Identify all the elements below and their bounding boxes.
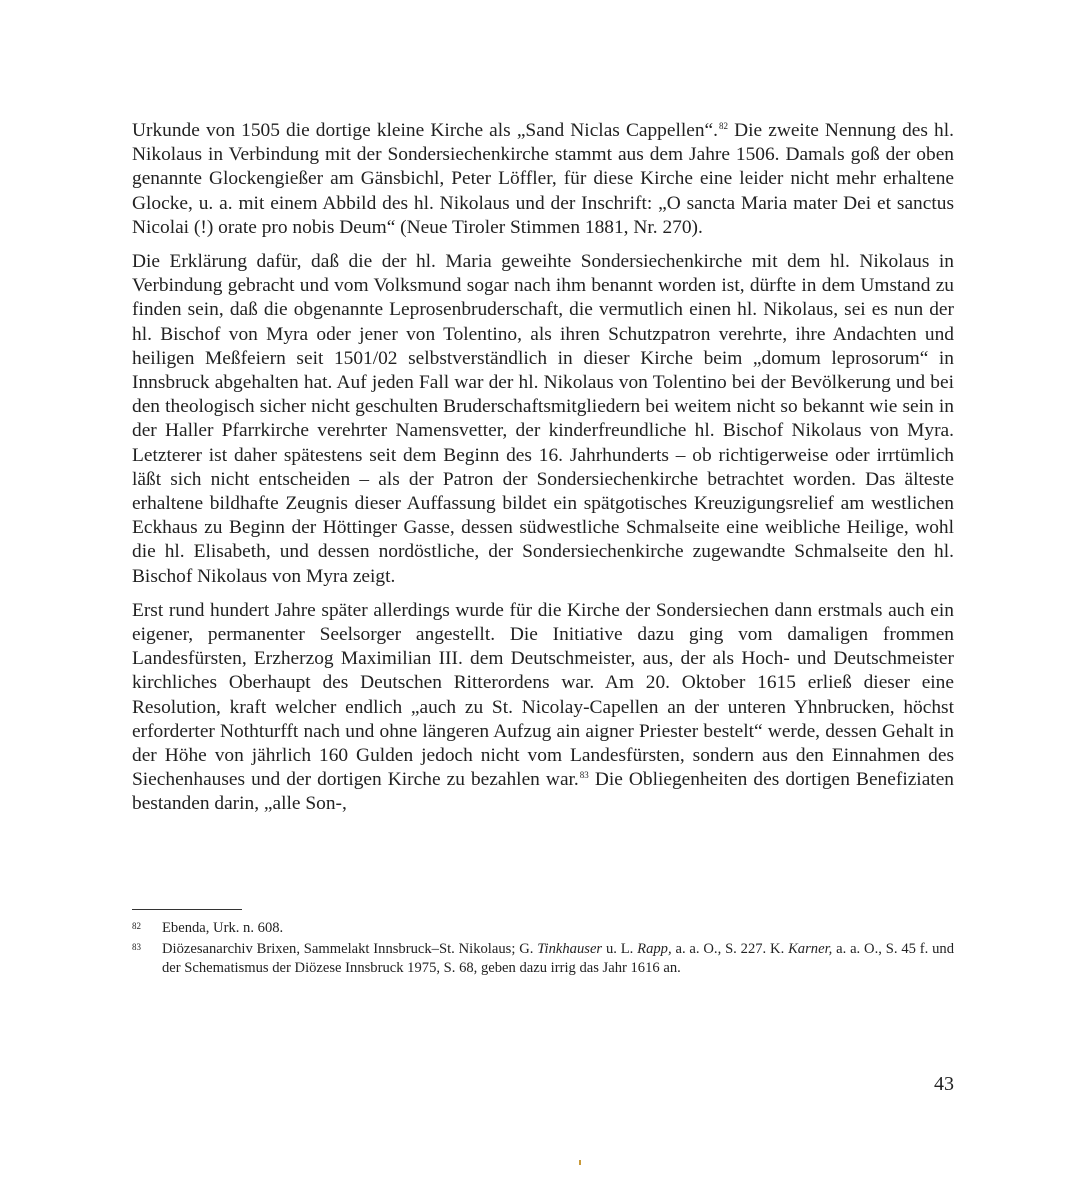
- paragraph-text: Urkunde von 1505 die dortige kleine Kirche als „Sand Niclas Cappellen“.: [132, 120, 719, 141]
- footnote-text: Diözesanarchiv Brixen, Sammelakt Innsbruck–St. Nikolaus; G. Tinkhauser u. L. Rapp, a. a. O., S. 227. K. Karner, a. a. O., S. 45 f. und der Schematismus der Diözese Innsbruck 1975, S. 68, geben dazu irrig das Jahr 1616 an.: [162, 941, 954, 976]
- paragraph-text: Die Obliegenheiten des dortigen Benefiziaten bestanden darin, „alle Son-,: [132, 769, 954, 815]
- footnotes: [132, 919, 954, 980]
- scan-speck: [579, 1160, 581, 1165]
- footnote-reference-83: 83: [579, 769, 589, 780]
- paragraph-text: Die Erklärung dafür, daß die der hl. Maria geweihte Sondersiechenkirche mit dem hl. Nikolaus in Verbindung gebracht und vom Volksmund sogar nach ihm benannt worden ist, dürfte in dem Umstand zu finden sein, daß die obgenannte Leprosenbruderschaft, die vermutlich einen hl. Nikolaus, sei es nun der hl. Bischof von Myra oder jener von Tolentino, als ihren Schutzpatron verehrte, ihre Andachten und heiligen Meßfeiern seit 1501/02 selbstverständlich in dieser Kirche beim „domum leprosorum“ in Innsbruck abgehalten hat. Auf jeden Fall war der hl. Nikolaus von Tolentino bei der Bevölkerung und bei den theologisch sicher nicht geschulten Bruderschaftsmitgliedern bei weitem nicht so bekannt wie sein in der Haller Pfarrkirche verehrter Namensvetter, der kinderfreundliche hl. Bischof Nikolaus von Myra. Letzterer ist daher spätestens seit dem Beginn des 16. Jahrhunderts – ob richtigerweise oder irrtümlich läßt sich nicht entscheiden – als der Patron der Sondersiechenkirche betrachtet worden. Das älteste erhaltene bildhafte Zeugnis dieser Auffassung bildet ein spätgotisches Kreuzigungsrelief am westlichen Eckhaus zu Beginn der Höttinger Gasse, dessen südwestliche Schmalseite eine weibliche Heilige, wohl die hl. Elisabeth, und dessen nordöstliche, der Sondersiechenkirche zugewandte Schmalseite den hl. Bischof Nikolaus von Myra zeigt.: [132, 251, 954, 587]
- author-name: Karner,: [788, 941, 833, 957]
- paragraph-text: Erst rund hundert Jahre später allerdings wurde für die Kirche der Sondersiechen dann erstmals auch ein eigener, permanenter Seelsorger angestellt. Die Initiative dazu ging vom damaligen frommen Landesfürsten, Erzherzog Maximilian III. dem Deutschmeister, aus, der als Hoch- und Deutschmeister kirchliches Oberhaupt des Deutschen Ritterordens war. Am 20. Oktober 1615 erließ dieser eine Resolution, kraft welcher endlich „auch zu St. Nicolay-Capellen an der unteren Yhnbrucken, höchst erforderter Nothturfft nach und ohne längeren Aufzug ain aigner Priester bestelt“ werde, dessen Gehalt in der Höhe von jährlich 160 Gulden jedoch nicht vom Landesfürsten, sondern aus den Einnahmen des Siechenhauses und der dortigen Kirche zu bezahlen war.: [132, 599, 954, 791]
- footnote-number: 82: [132, 921, 141, 931]
- paragraph-3: [132, 599, 954, 817]
- paragraph-2: [132, 250, 954, 589]
- footnote-82: [132, 919, 954, 938]
- footnote-text: Ebenda, Urk. n. 608.: [162, 920, 284, 936]
- author-name: Tinkhauser: [537, 941, 603, 957]
- page-number: 43: [934, 1073, 954, 1095]
- footnote-83: [132, 940, 954, 978]
- footnote-number: 83: [132, 942, 141, 952]
- footnote-separator: [132, 909, 242, 910]
- paragraph-text: Die zweite Nennung des hl. Nikolaus in Verbindung mit der Sondersiechenkirche stammt aus dem Jahre 1506. Damals goß der oben genannte Glockengießer am Gänsbichl, Peter Löffler, für diese Kirche eine leider nicht mehr erhaltene Glocke, u. a. mit einem Abbild des hl. Nikolaus und der Inschrift: „O sancta Maria mater Dei et sanctus Nicolai (!) orate pro nobis Deum“ (Neue Tiroler Stimmen 1881, Nr. 270).: [132, 120, 954, 238]
- paragraph-1: [132, 119, 954, 240]
- footnote-reference-82: 82: [719, 120, 729, 131]
- body-text: [132, 119, 954, 817]
- author-name: Rapp,: [637, 941, 672, 957]
